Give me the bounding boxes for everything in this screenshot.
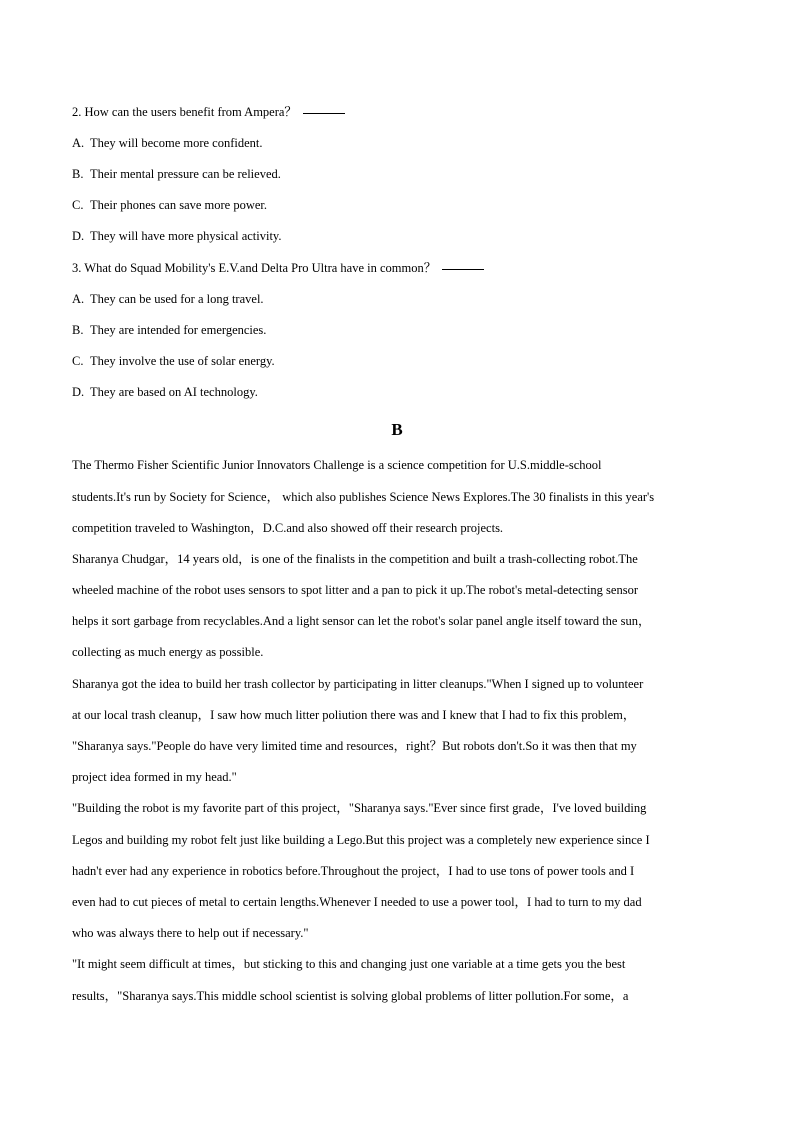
- passage-line: who was always there to help out if necessary.": [72, 926, 309, 940]
- option-letter: A.: [72, 136, 85, 150]
- passage-line: "Sharanya says."People do have very limited time and resources，right？But robots don't.So it was then that my: [72, 739, 637, 753]
- question-2-stem: [72, 104, 345, 120]
- option-letter: B.: [72, 167, 84, 181]
- option-text: They are intended for emergencies.: [90, 323, 267, 337]
- passage-line: hadn't ever had any experience in robotics before.Throughout the project，I had to use tons of power tools and I: [72, 864, 635, 878]
- option-text: They will become more confident.: [90, 136, 263, 150]
- passage-line: helps it sort garbage from recyclables.And a light sensor can let the robot's solar panel angle itself toward the sun，: [72, 614, 651, 628]
- question-3-option-a: [72, 291, 264, 307]
- question-3-option-c: [72, 353, 275, 369]
- passage-line: wheeled machine of the robot uses sensors to spot litter and a pan to pick it up.The robot's metal-detecting sensor: [72, 583, 638, 597]
- passage-line: at our local trash cleanup，I saw how much litter poliution there was and I knew that I had to fix this problem，: [72, 708, 636, 722]
- option-text: They are based on AI technology.: [90, 385, 258, 399]
- section-title: B: [391, 420, 403, 439]
- answer-blank-2: [303, 112, 345, 114]
- passage-line: competition traveled to Washington，D.C.and also showed off their research projects.: [72, 521, 504, 535]
- passage-line: Sharanya got the idea to build her trash collector by participating in litter cleanups."When I signed up to volunteer: [72, 677, 644, 691]
- passage-line: project idea formed in my head.": [72, 770, 237, 784]
- passage-line: "It might seem difficult at times，but sticking to this and changing just one variable at a time gets you the best: [72, 957, 626, 971]
- option-letter: B.: [72, 323, 84, 337]
- option-letter: D.: [72, 385, 85, 399]
- passage-line: Sharanya Chudgar，14 years old，is one of the finalists in the competition and built a trash-collecting robot.The: [72, 552, 638, 566]
- passage-line: even had to cut pieces of metal to certain lengths.Whenever I needed to use a power tool，I had to turn to my dad: [72, 895, 642, 909]
- question-2-option-d: [72, 228, 282, 244]
- question-3-text: 3. What do Squad Mobility's E.V.and Delta Pro Ultra have in common？: [72, 261, 437, 275]
- passage-line: students.It's run by Society for Science， which also publishes Science News Explores.The 30 finalists in this year's: [72, 490, 655, 504]
- passage-line: Legos and building my robot felt just like building a Lego.But this project was a completely new experience since I: [72, 833, 650, 847]
- question-2-text: 2. How can the users benefit from Ampera？: [72, 105, 297, 119]
- option-text: Their phones can save more power.: [90, 198, 268, 212]
- option-text: They can be used for a long travel.: [90, 292, 264, 306]
- passage-line: The Thermo Fisher Scientific Junior Innovators Challenge is a science competition for U.S.middle-school: [72, 458, 602, 472]
- option-letter: A.: [72, 292, 85, 306]
- passage-line: "Building the robot is my favorite part of this project，"Sharanya says."Ever since first grade，I've loved building: [72, 801, 647, 815]
- option-text: They involve the use of solar energy.: [90, 354, 275, 368]
- question-3-stem: [72, 260, 484, 276]
- option-text: They will have more physical activity.: [90, 229, 282, 243]
- answer-blank-3: [442, 268, 484, 270]
- question-2-option-c: [72, 197, 267, 213]
- passage-line: results，"Sharanya says.This middle school scientist is solving global problems of litter pollution.For some，a: [72, 989, 629, 1003]
- option-text: Their mental pressure can be relieved.: [90, 167, 281, 181]
- question-3-option-b: [72, 322, 266, 338]
- question-2-option-b: [72, 166, 281, 182]
- option-letter: D.: [72, 229, 85, 243]
- question-2-option-a: [72, 135, 263, 151]
- passage-line: collecting as much energy as possible.: [72, 645, 264, 659]
- option-letter: C.: [72, 354, 84, 368]
- option-letter: C.: [72, 198, 84, 212]
- question-3-option-d: [72, 384, 258, 400]
